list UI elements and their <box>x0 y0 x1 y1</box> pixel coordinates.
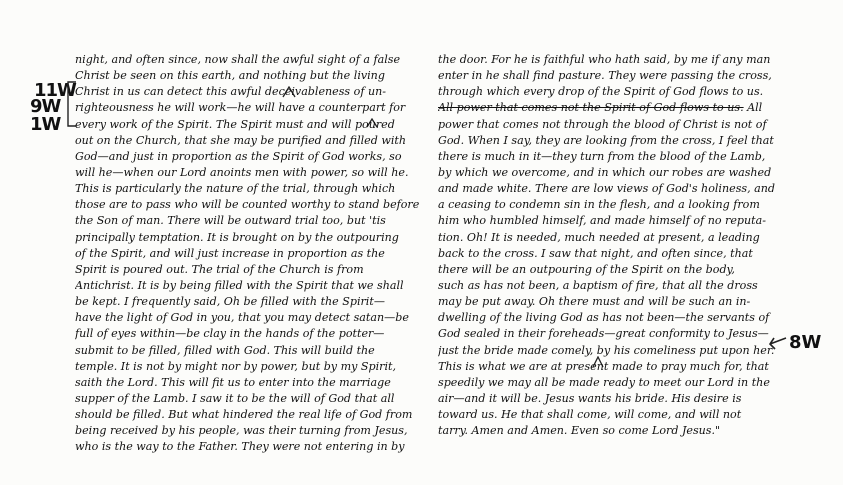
margin-note-11w: 11W <box>34 80 76 101</box>
text-line: God—and just in proportion as the Spirit of God works, so <box>75 149 402 163</box>
text-line: Antichrist. It is by being filled with the Spirit that we shall <box>75 278 404 292</box>
text-line: full of eyes within—be clay in the hands of the potter— <box>75 327 385 341</box>
text-line: saith the Lord. This will fit us to enter into the marriage <box>75 375 391 389</box>
text-line: a ceasing to condemn sin in the flesh, and a looking from <box>438 198 760 212</box>
text-line: principally temptation. It is brought on by the outpouring <box>75 230 399 244</box>
text-line: him who humbled himself, and made himself of no reputa- <box>438 214 766 228</box>
text-line: being received by his people, was their turning from Jesus, <box>75 424 408 438</box>
text-line: there will be an outpouring of the Spirit on the body, <box>438 262 735 276</box>
text-line: back to the cross. I saw that night, and often since, that <box>438 246 753 260</box>
margin-note-8w: 8W <box>789 332 822 353</box>
text-line: and made white. There are low views of God's holiness, and <box>438 182 775 196</box>
text-line: tion. Oh! It is needed, much needed at present, a leading <box>438 230 760 244</box>
text-line: Spirit is poured out. The trial of the Church is from <box>75 262 364 276</box>
text-line: of the Spirit, and will just increase in proportion as the <box>75 246 385 260</box>
text-line: temple. It is not by might nor by power, but by my Spirit, <box>75 359 396 373</box>
struck-text: All power that comes not the Spirit of God flows to us. <box>438 101 744 115</box>
text-line: speedily we may all be made ready to meet our Lord in the <box>438 375 770 389</box>
text-line: God sealed in their foreheads—great conformity to Jesus— <box>438 327 769 341</box>
text-line: may be put away. Oh there must and will be such an in- <box>438 295 751 309</box>
text-line: the Son of man. There will be outward trial too, but 'tis <box>75 214 386 228</box>
text-line: the door. For he is faithful who hath said, by me if any man <box>438 53 771 66</box>
text-line: This is what we are at present made to pray much for, that <box>438 359 769 373</box>
text-line: who is the way to the Father. They were not entering in by <box>75 440 405 454</box>
after-strike-text: All <box>743 101 763 115</box>
text-line: This is particularly the nature of the trial, through which <box>75 182 396 196</box>
text-line: righteousness he will work—he will have a counterpart for <box>75 101 406 115</box>
text-line: out on the Church, that she may be purified and filled with <box>75 133 407 147</box>
text-line: there is much in it—they turn from the blood of the Lamb, <box>438 149 766 163</box>
left-text-column <box>75 52 427 456</box>
margin-note-1w: 1W <box>30 114 61 135</box>
right-text-column <box>438 52 783 439</box>
text-line: night, and often since, now shall the awful sight of a false <box>75 53 401 66</box>
text-line: Christ in us can detect this awful deceivableness of un- <box>75 85 386 99</box>
text-line: have the light of God in you, that you may detect satan—be <box>75 311 409 325</box>
text-line: power that comes not through the blood of Christ is not of <box>438 117 767 131</box>
text-line: air—and it will be. Jesus wants his bride. His desire is <box>438 391 742 405</box>
struck-text-line <box>438 100 783 116</box>
text-line: toward us. He that shall come, will come, and will not <box>438 408 742 422</box>
text-line: every work of the Spirit. The Spirit must and will poured <box>75 117 395 131</box>
text-line: supper of the Lamb. I saw it to be the will of God that all <box>75 391 395 405</box>
text-line: just the bride made comely, by his comeliness put upon her. <box>438 343 775 357</box>
text-line: those are to pass who will be counted worthy to stand before <box>75 198 420 212</box>
text-line: be kept. I frequently said, Oh be filled with the Spirit— <box>75 295 385 309</box>
text-line: Christ be seen on this earth, and nothing but the living <box>75 69 385 83</box>
text-line: such as has not been, a baptism of fire, that all the dross <box>438 278 758 292</box>
text-line: tarry. Amen and Amen. Even so come Lord Jesus." <box>438 424 721 438</box>
text-line: by which we overcome, and in which our robes are washed <box>438 165 772 179</box>
text-line: submit to be filled, filled with God. This will build the <box>75 343 375 357</box>
text-line: should be filled. But what hindered the real life of God from <box>75 408 413 422</box>
margin-note-9w: 9W <box>30 96 61 117</box>
text-line: enter in he shall find pasture. They were passing the cross, <box>438 69 772 83</box>
text-line: God. When I say, they are looking from the cross, I feel that <box>438 133 774 147</box>
text-line: will he—when our Lord anoints men with power, so will he. <box>75 165 409 179</box>
text-line: through which every drop of the Spirit of God flows to us. <box>438 85 764 99</box>
text-line: dwelling of the living God as has not been—the servants of <box>438 311 770 325</box>
